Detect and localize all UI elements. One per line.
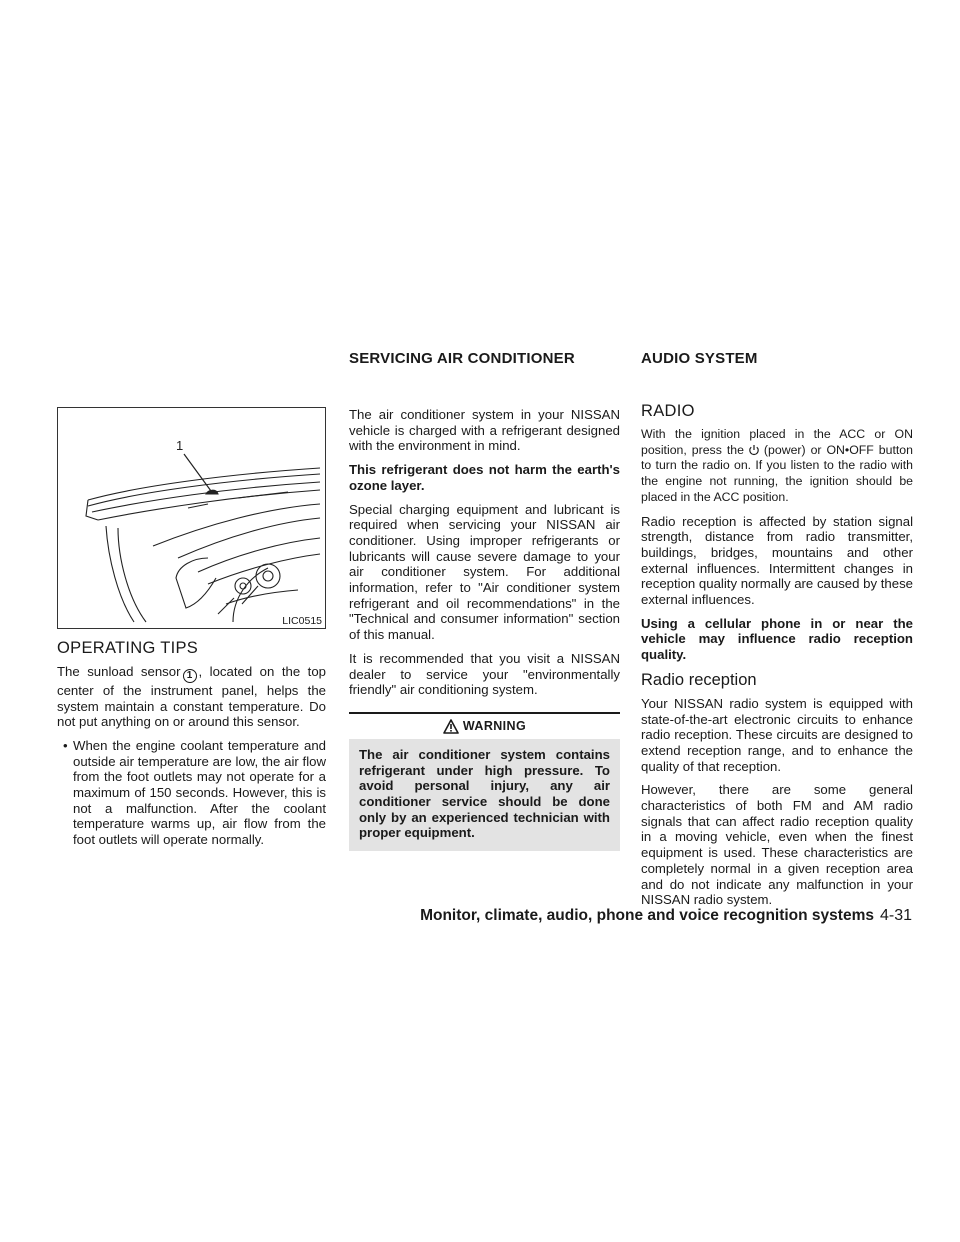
section-header-audio: AUDIO SYSTEM bbox=[641, 350, 758, 367]
sunload-sensor-figure bbox=[57, 407, 326, 629]
sunload-sensor-paragraph bbox=[57, 664, 326, 730]
warning-header bbox=[349, 714, 620, 739]
bullet-icon: • bbox=[63, 737, 68, 753]
warning-text: The air conditioner system contains refrigerant under high pressure. To avoid personal injury, any air conditioner service should be done only by an experienced technician with proper equipment. bbox=[359, 746, 610, 841]
dealer-paragraph: It is recommended that you visit a NISSAN dealer to service your "environmentally friendly" air conditioning system. bbox=[349, 650, 620, 698]
refrigerant-paragraph: The air conditioner system in your NISSAN vehicle is charged with a refrigerant designed with the environment in mind. bbox=[349, 407, 620, 454]
column-operating-tips bbox=[57, 407, 326, 848]
dashboard-illustration bbox=[58, 408, 325, 628]
ozone-paragraph: This refrigerant does not harm the earth's ozone layer. bbox=[349, 462, 620, 493]
operating-tips-heading: OPERATING TIPS bbox=[57, 639, 199, 657]
column-servicing bbox=[349, 407, 620, 851]
radio-reception-subheading: Radio reception bbox=[641, 670, 757, 689]
para-text: (power) or ON•OFF button to turn the radio on. If you listen to the radio with the engine not running, the ignition should be placed in the ACC position. bbox=[641, 442, 913, 504]
list-item bbox=[63, 738, 326, 848]
cellular-paragraph: Using a cellular phone in or near the vehicle may influence radio reception quality. bbox=[641, 615, 913, 663]
bullet-text: When the engine coolant temperature and outside air temperature are low, the air flow from the foot outlets may not operate for a maximum of 150 seconds. However, this is not a malfunction. After the coolant temperature warms up, air flow from the foot outlets will operate normally. bbox=[73, 737, 326, 848]
page-footer bbox=[420, 907, 912, 925]
radio-power-paragraph bbox=[641, 427, 913, 506]
callout-1-icon: 1 bbox=[183, 669, 197, 683]
warning-triangle-icon bbox=[443, 719, 459, 734]
para-text: The sunload sensor bbox=[57, 664, 181, 679]
warning-title: WARNING bbox=[462, 719, 527, 734]
power-icon bbox=[748, 444, 760, 456]
warning-body bbox=[349, 739, 620, 851]
page-number: 4-31 bbox=[879, 907, 912, 924]
radio-heading: RADIO bbox=[641, 402, 695, 420]
callout-number-1: 1 bbox=[176, 438, 184, 453]
figure-code: LIC0515 bbox=[282, 615, 322, 627]
footer-chapter: Monitor, climate, audio, phone and voice recognition systems bbox=[420, 907, 874, 924]
section-header-servicing: SERVICING AIR CONDITIONER bbox=[349, 350, 575, 367]
charging-equipment-paragraph: Special charging equipment and lubricant is required when servicing your NISSAN air conditioner. Using improper refrigerants or lubricants will cause severe damage to your air conditioner system. For additional information, refer to "Air conditioner system refrigerant and oil recommendations" in the "Technical and consumer information" section of this manual. bbox=[349, 501, 620, 643]
signal-characteristics-paragraph: However, there are some general characteristics of both FM and AM radio signals that can affect radio reception quality in a moving vehicle, even when the finest equipment is used. These characteristics are completely normal in a given reception area and do not indicate any malfunction in your NISSAN radio system. bbox=[641, 782, 913, 908]
column-audio bbox=[641, 402, 913, 916]
para-text: , located on the top center of the instrument panel, helps the system maintain a constant temperature. Do not put anything on or around this sensor. bbox=[57, 664, 326, 730]
warning-box bbox=[349, 712, 620, 851]
para-text: With the ignition placed in the ACC or ON position, press the bbox=[641, 427, 913, 457]
reception-paragraph: Radio reception is affected by station signal strength, distance from radio transmitter, buildings, bridges, mountains and other external influences. Intermittent changes in reception quality normally are caused by these external influences. bbox=[641, 513, 913, 608]
radio-system-paragraph: Your NISSAN radio system is equipped with state-of-the-art electronic circuits to enhance radio reception. These circuits are designed to extend reception range, and to enhance the quality of that reception. bbox=[641, 695, 913, 774]
